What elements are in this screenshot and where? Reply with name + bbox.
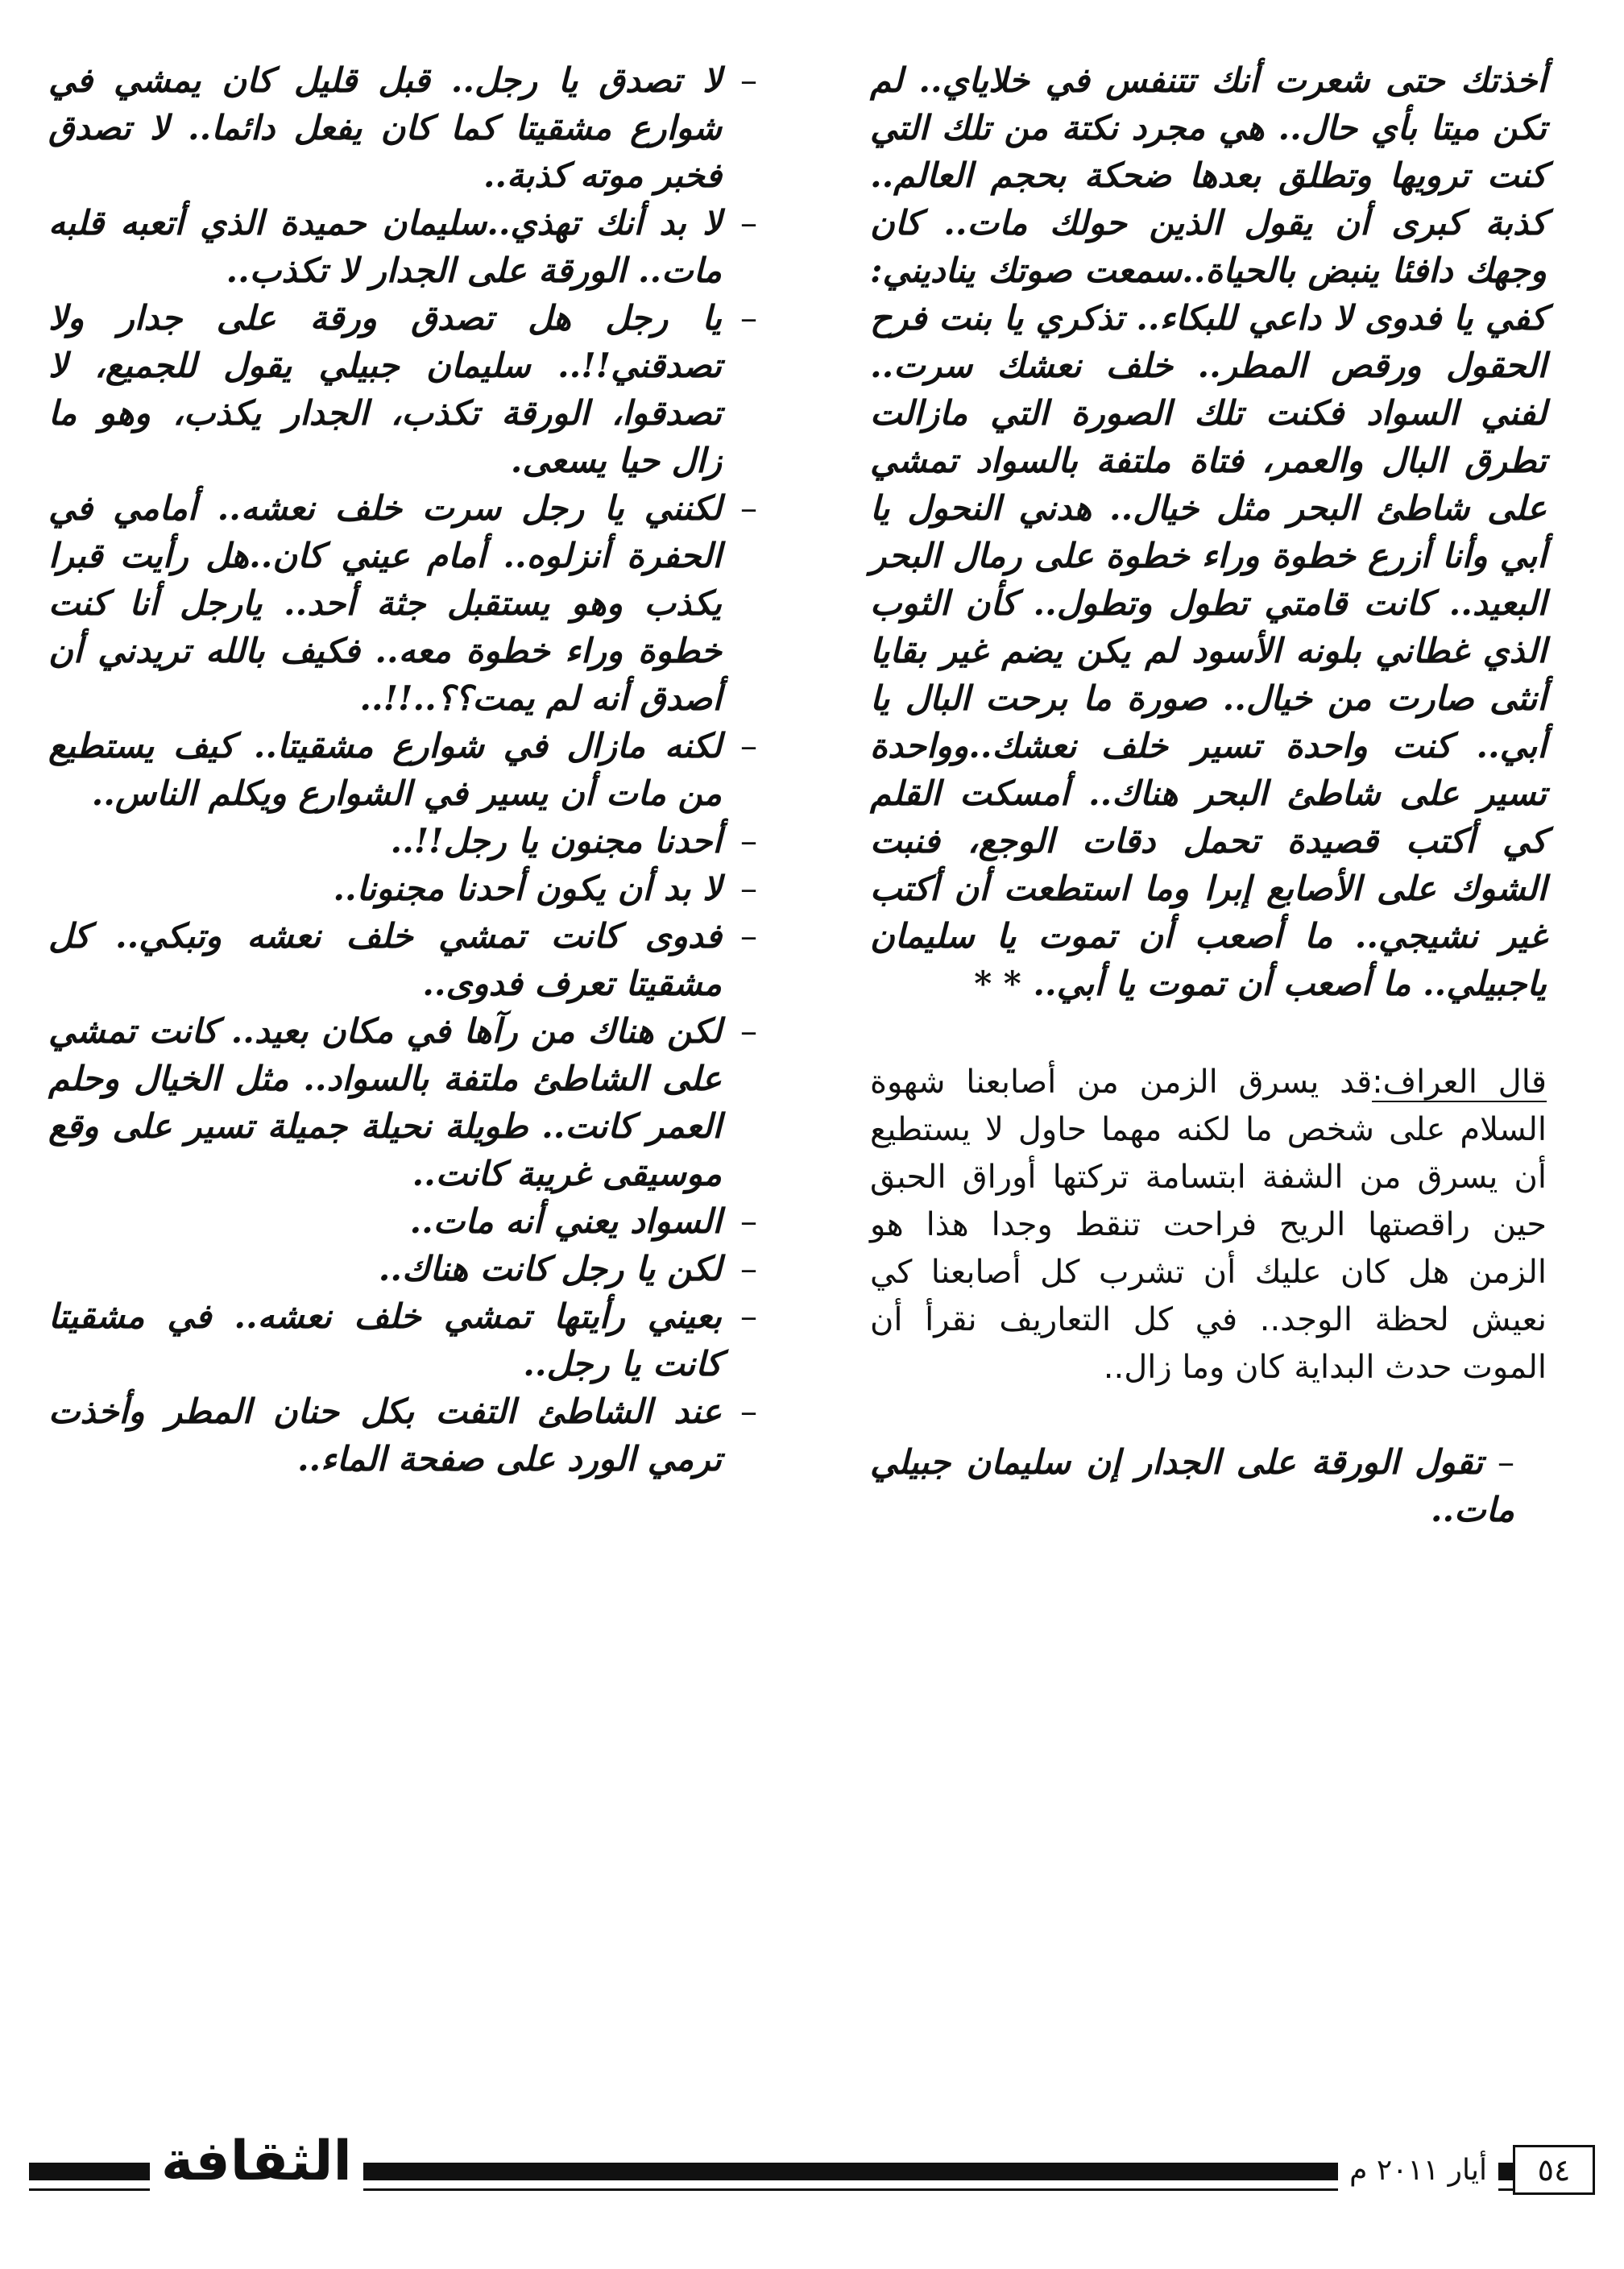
issue-date: أيار ٢٠١١ م [1338, 2147, 1498, 2195]
dialogue-line: – السواد يعني أنه مات.. [48, 1197, 757, 1245]
dialogue-line: – لكنه مازال في شوارع مشقيتا.. كيف يستطيع من مات أن يسير في الشوارع ويكلم الناس.. [48, 722, 757, 817]
dialogue-line: – لا بد أنك تهذي..سليمان حميدة الذي أتعبه قلبه مات.. الورقة على الجدار لا تكذب.. [48, 199, 757, 294]
dialogue-list [48, 56, 757, 1483]
body-paragraph: أخذتك حتى شعرت أنك تتنفس في خلاياي.. لم تكن ميتا بأي حال.. هي مجرد نكتة من تلك التي كنت ترويها وتطلق بعدها ضحكة بحجم العالم.. كذبة كبرى أن يقول الذين حولك مات.. كان وجهك دافئا ينبض بالحياة..سمعت صوتك يناديني: كفي يا فدوى لا داعي للبكاء.. تذكري يا بنت فرح الحقول ورقص المطر.. خلف نعشك سرت.. لفني السواد فكنت تلك الصورة التي مازالت تطرق البال والعمر، فتاة ملتفة بالسواد تمشي على شاطئ البحر مثل خيال.. هدني النحول يا أبي وأنا أزرع خطوة وراء خطوة على رمال البحر البعيد.. كانت قامتي تطول وتطول.. كأن الثوب الذي غطاني بلونه الأسود لم يكن يضم غير بقايا أنثى صارت من خيال.. صورة ما برحت البال يا أبي.. كنت واحدة تسير خلف نعشك..وواحدة تسير على شاطئ البحر هناك.. أمسكت القلم كي أكتب قصيدة تحمل دقات الوجع، فنبت الشوك على الأصابع إبرا وما استطعت أن أكتب غير نشيجي.. ما أصعب أن تموت يا سليمان ياجبيلي.. ما أصعب أن تموت يا أبي.. * * [870, 60, 1547, 1003]
dialogue-line: – لكنني يا رجل سرت خلف نعشه.. أمامي في الحفرة أنزلوه.. أمام عيني كان..هل رأيت قبرا يكذب وهو يستقبل جثة أحد.. يارجل أنا كنت خطوة وراء خطوة معه.. فكيف بالله تريدني أن أصدق أنه لم يمت؟؟..!!.. [48, 484, 757, 722]
page-footer [29, 2126, 1595, 2198]
dialogue-line: – أحدنا مجنون يا رجل!!.. [48, 817, 757, 865]
dialogue-line: – لكن هناك من رآها في مكان بعيد.. كانت تمشي على الشاطئ ملتفة بالسواد.. مثل الخيال وحلم العمر كانت.. طويلة نحيلة جميلة تسير على وقع موسيقى غريبة كانت.. [48, 1007, 757, 1197]
left-column [48, 56, 757, 1483]
dialogue-line: – لا تصدق يا رجل.. قبل قليل كان يمشي في شوارع مشقيتا كما كان يفعل دائما.. لا تصدق فخبر موته كذبة.. [48, 56, 757, 199]
page-number: ٥٤ [1513, 2145, 1595, 2195]
right-column [870, 56, 1547, 1533]
dialogue-line: – عند الشاطئ التفت بكل حنان المطر وأخذت ترمي الورد على صفحة الماء.. [48, 1388, 757, 1483]
dialogue-line: – بعيني رأيتها تمشي خلف نعشه.. في مشقيتا كانت يا رجل.. [48, 1292, 757, 1388]
dialogue-line: – يا رجل هل تصدق ورقة على جدار ولا تصدقني!!.. سليمان جبيلي يقول للجميع، لا تصدقوا، الورقة تكذب، الجدار يكذب، وهو ما زال حيا يسعى. [48, 294, 757, 484]
dialogue-line: – فدوى كانت تمشي خلف نعشه وتبكي.. كل مشقيتا تعرف فدوى.. [48, 912, 757, 1007]
quote-paragraph [870, 1059, 1547, 1392]
dialogue-line: – لا بد أن يكون أحدنا مجنونا.. [48, 865, 757, 912]
closing-dialogue-line: – تقول الورقة على الجدار إن سليمان جبيلي مات.. [870, 1438, 1547, 1533]
dialogue-line: – لكن يا رجل كانت هناك.. [48, 1245, 757, 1292]
quote-rest: قد يسرق الزمن من أصابعنا شهوة السلام على شخص ما لكنه مهما حاول لا يستطيع أن يسرق من الشفة ابتسامة تركتها أوراق الحبق حين راقصتها الريح فراحت تنقط وجدا هذا هو الزمن هل كان عليك أن تشرب كل أصابعنا كي نعيش لحظة الوجد.. في كل التعاريف نقرأ أن الموت حدث البداية كان وما زال.. [870, 1064, 1547, 1386]
magazine-logo: الثقافة [150, 2126, 363, 2198]
quote-lead: قال العراف: [1372, 1064, 1547, 1101]
footer-rule-lead [29, 2163, 150, 2180]
